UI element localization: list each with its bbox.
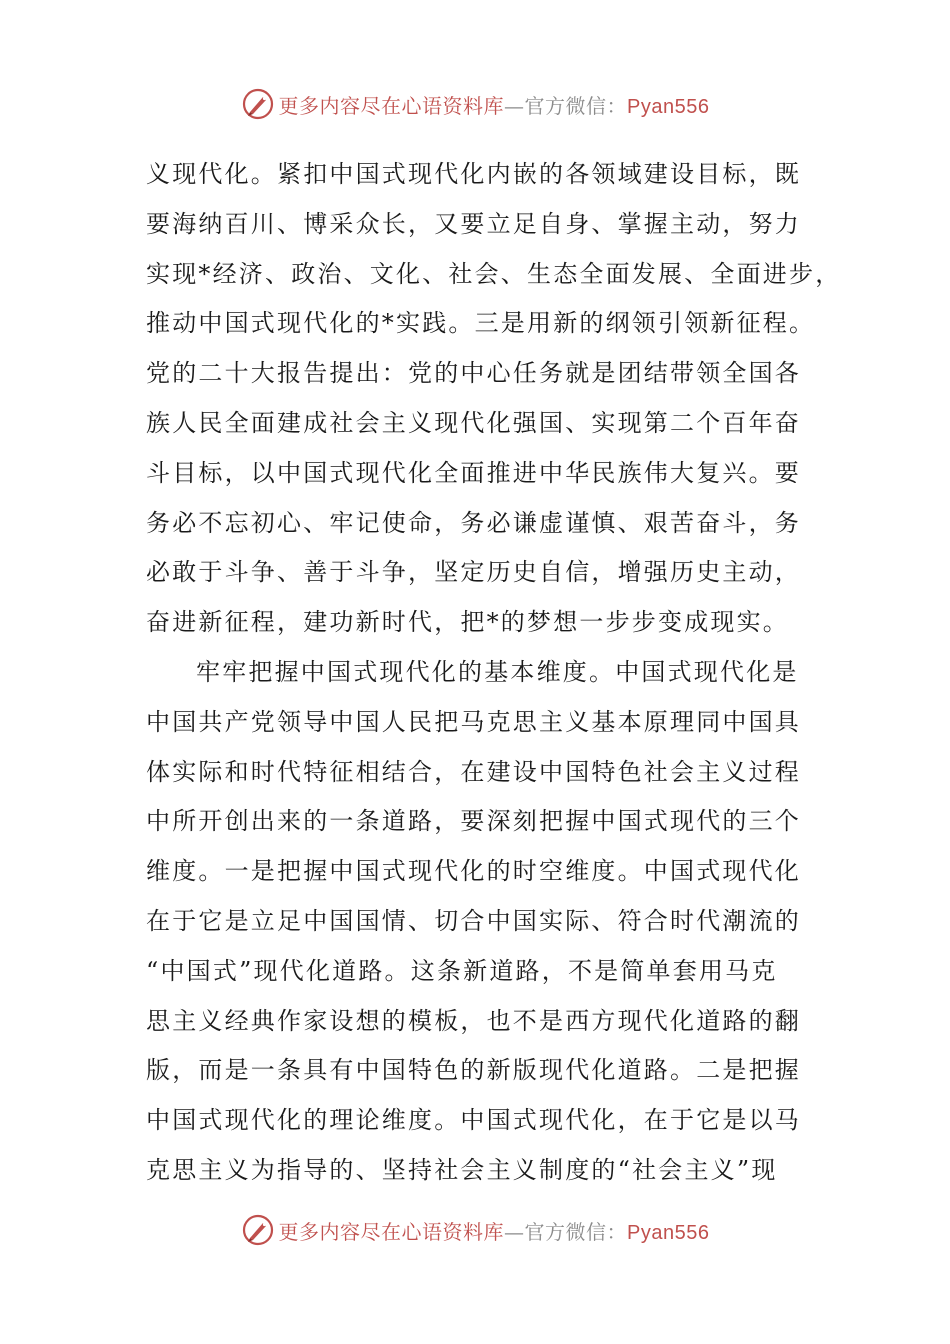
text-line: 必敢于斗争、善于斗争，坚定历史自信，增强历史主动， xyxy=(146,558,801,587)
text-line: 奋进新征程，建功新时代，把*的梦想一步步变成现实。 xyxy=(146,608,789,637)
text-line: 斗目标，以中国式现代化全面推进中华民族伟大复兴。要 xyxy=(146,458,801,487)
text-line: 党的二十大报告提出：党的中心任务就是团结带领全国各 xyxy=(146,359,801,388)
text-line: 义现代化。紧扣中国式现代化内嵌的各领域建设目标，既 xyxy=(146,160,801,188)
text-line: 务必不忘初心、牢记使命，务必谦虚谨慎、艰苦奋斗，务 xyxy=(146,508,801,537)
text-line: 推动中国式现代化的*实践。三是用新的纲领引领新征程。 xyxy=(146,309,816,338)
text-line: 要海纳百川、博采众长，又要立足自身、掌握主动，努力 xyxy=(146,209,801,238)
text-line: 思主义经典作家设想的模板，也不是西方现代化道路的翻 xyxy=(146,1006,801,1035)
text-line: 中国式现代化的理论维度。中国式现代化，在于它是以马 xyxy=(146,1106,801,1135)
header-watermark-banner xyxy=(0,84,950,124)
banner-text: 更多内容尽在心语资料库—官方微信：Pyan556 xyxy=(278,1219,710,1244)
text-line: 中国共产党领导中国人民把马克思主义基本原理同中国具 xyxy=(146,707,801,736)
footer-watermark-banner xyxy=(0,1210,950,1250)
text-line: 实现*经济、政治、文化、社会、生态全面发展、全面进步， xyxy=(146,259,842,288)
paragraph-first-line: 牢牢把握中国式现代化的基本维度。中国式现代化是 xyxy=(196,657,799,686)
text-line: 克思主义为指导的、坚持社会主义制度的“社会主义”现 xyxy=(146,1155,778,1184)
document-body xyxy=(146,150,842,1196)
text-line: 在于它是立足中国国情、切合中国实际、符合时代潮流的 xyxy=(146,906,801,935)
pen-logo-icon xyxy=(241,87,275,121)
text-line: 维度。一是把握中国式现代化的时空维度。中国式现代化 xyxy=(146,857,801,886)
text-line: “中国式”现代化道路。这条新道路，不是简单套用马克 xyxy=(146,956,778,985)
pen-logo-icon xyxy=(241,1213,275,1247)
text-line: 族人民全面建成社会主义现代化强国、实现第二个百年奋 xyxy=(146,408,801,437)
text-line: 体实际和时代特征相结合，在建设中国特色社会主义过程 xyxy=(146,757,801,786)
text-line: 中所开创出来的一条道路，要深刻把握中国式现代的三个 xyxy=(146,807,801,836)
text-line: 版，而是一条具有中国特色的新版现代化道路。二是把握 xyxy=(146,1056,801,1085)
banner-text: 更多内容尽在心语资料库—官方微信：Pyan556 xyxy=(278,93,710,118)
